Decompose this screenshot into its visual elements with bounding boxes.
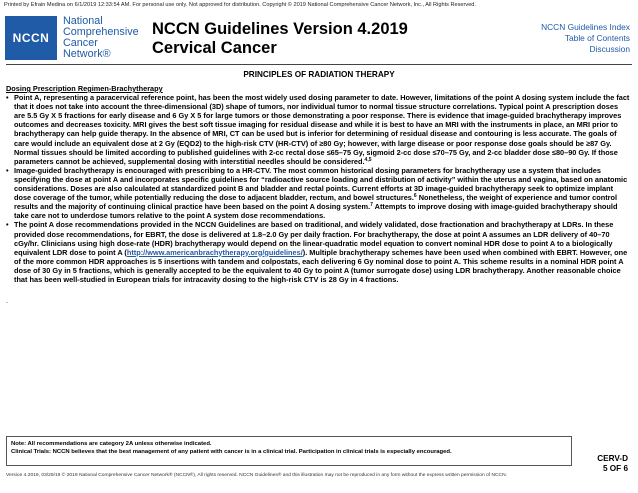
logo-wordmark <box>63 16 139 60</box>
bullet-text: The point A dose recommendations provided in the NCCN Guidelines are based on traditional, and widely validated, dose fractionation and brachytherapy at LDRs. In these provided dose recommendations, for EBRT, the dose is delivered at 1.8–2.0 Gy per daily fraction. For brachytherapy, the dose at point A assumes an LDR delivery of 40–70 cGy/hr. Clinicians using high dose-rate (HDR) brachytherapy would depend on the linear-quadratic model equation to convert nominal HDR dose to point A to a biologically equivalent LDR dose to point A ( <box>14 220 614 257</box>
page-number: 5 OF 6 <box>602 464 628 473</box>
citation: 6 <box>413 193 417 200</box>
page-code: CERV-D <box>597 454 628 463</box>
bullet-point-a <box>6 93 630 166</box>
subheading: Dosing Prescription Regimen-Brachytherapy <box>6 84 163 93</box>
category-note: Note: All recommendations are category 2A unless otherwise indicated. <box>11 441 212 447</box>
bullet-text: Attempts to improve dosing with image-guided brachytherapy should take care not to underdose tumors relative to the point A system dose recommendations. <box>14 202 618 221</box>
bullet-text: Image-guided brachytherapy is encouraged with prescribing to a HR-CTV. The most common historical dosing parameters for brachytherapy use a system that includes specifying the dose at point A and incorporates specific guidelines for “radioactive source loading and distribution of activity” within the uterus and vagina, based on anatomic considerations. Doses are also calculated at standardized point B and bladder and rectal points. Current efforts at 3D image-guided brachytherapy seek to optimize implant dose coverage of the tumor, while potentially reducing the dose to adjacent bladder, rectum, and bowel structures. <box>14 165 628 203</box>
nav-links <box>541 22 630 55</box>
note-box <box>6 436 572 466</box>
copyright-footer: Version 4.2019, 03/29/19 © 2019 National Comprehensive Cancer Network® (NCCN®), All rights reserved. NCCN Guidelines® and this illustration may not be reproduced in any form without the express written permission of NCCN. <box>6 473 507 478</box>
section-title: PRINCIPLES OF RADIATION THERAPY <box>243 70 395 79</box>
citation: 7 <box>370 202 373 209</box>
guidelines-index-link[interactable]: NCCN Guidelines Index <box>541 22 630 32</box>
bullet-image-guided <box>6 166 630 221</box>
print-notice: Printed by Efrain Medina on 6/1/2019 12:33:54 AM. For personal use only. Not approved for distribution. Copyright © 2019 National Comprehensive Cancer Network, Inc., All Rights Reserved. <box>4 2 476 8</box>
discussion-link[interactable]: Discussion <box>589 44 630 54</box>
clinical-trials-note: Clinical Trials: NCCN believes that the best management of any patient with cancer is in a clinical trial. Participation in clinical trials is especially encouraged. <box>11 449 452 455</box>
guideline-topic: Cervical Cancer <box>152 39 277 57</box>
logo-line: Network® <box>63 48 111 60</box>
table-of-contents-link[interactable]: Table of Contents <box>564 33 630 43</box>
logo-mark: NCCN <box>5 16 57 60</box>
guideline-title <box>152 20 408 58</box>
bullet-text: ). Multiple brachytherapy schemes have been used when combined with EBRT. However, one of the more common HDR approaches is 5 insertions with tandem and colpostats, each delivering 6 Gy nominal dose to point A. This scheme results in a nominal HDR point A dose of 30 Gy in 5 fractions, which is generally accepted to be the equivalent to 40 Gy to point A (tumor surrogate dose) using LDR brachytherapy. Another reasonable choice that has been well-studied in European trials for intracavity dosing to the high-risk CTV is 28 Gy in 4 fractions. <box>14 247 628 284</box>
guideline-version: NCCN Guidelines Version 4.2019 <box>152 20 408 38</box>
abs-guidelines-link[interactable]: http://www.americanbrachytherapy.org/guidelines/ <box>126 247 303 257</box>
citation: 4,5 <box>364 156 372 163</box>
header-divider <box>6 64 632 65</box>
logo-line: Cancer <box>63 37 98 49</box>
logo-line: Comprehensive <box>63 26 139 38</box>
main-content <box>6 84 630 305</box>
bullet-text: Nonetheless, the weight of experience and tumor control results and the majority of continuing clinical practice have been based on the point A dosing system. <box>14 193 618 212</box>
nccn-logo[interactable] <box>5 16 137 60</box>
bullet-dose-recommendations <box>6 220 630 284</box>
bullet-text: Point A, representing a paracervical reference point, has been the most widely used dosing parameter to date. However, limitations of the point A dosing system include the fact that it does not take into account the three-dimensional (3D) shape of tumors, nor individual tumor to normal tissue structure correlations. Typical point A prescription doses are 5.5 Gy X 5 fractions for early disease and 6 Gy X 5 for large tumors or those demonstrating a poor response. There is evidence that image-guided brachytherapy improves outcomes and decreases toxicity. MRI gives the best soft tissue imaging for residual disease and while it is best to have an MRI with the instruments in place, an MRI prior to brachytherapy can help guide therapy. In the absence of MRI, CT can be used but is inferior for determining of residual disease and contouring is less accurate. The goals of care would include an equivalent dose at 2 Gy (EQD2) to the high-risk CTV (HR-CTV) of ≥80 Gy; however, with large disease or poor response dose goals should be ≥87 Gy. Normal tissues should be limited according to published guidelines with 2-cc rectal dose ≤65–75 Gy, sigmoid 2-cc dose ≤70–75 Gy, and 2-cc bladder dose ≤80–90 Gy. If those parameters cannot be achieved, supplemental dosing with interstitial needles should be considered. <box>14 93 630 166</box>
logo-line: National <box>63 15 103 27</box>
page-identifier <box>597 454 628 474</box>
stray-dot: . <box>6 296 9 306</box>
